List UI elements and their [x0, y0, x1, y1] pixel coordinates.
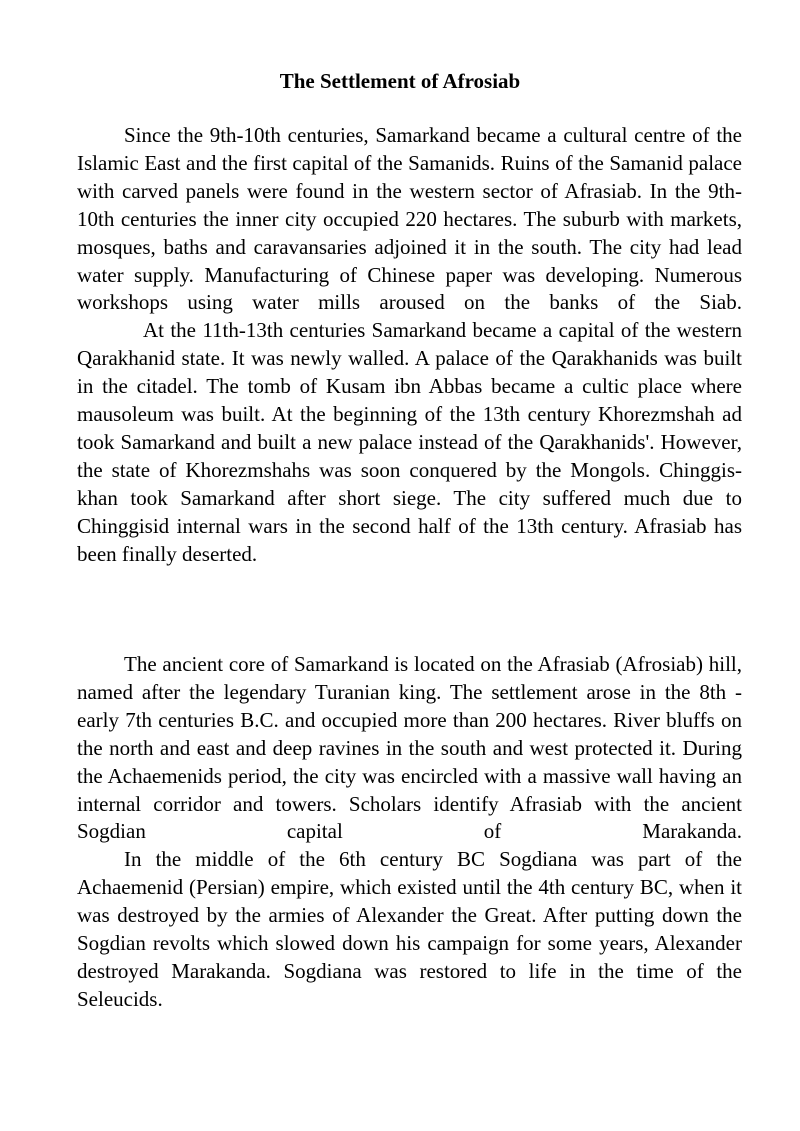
page-title: The Settlement of Afrosiab: [279, 69, 521, 93]
paragraph-achaemenid: In the middle of the 6th century BC Sogdiana was part of the Achaemenid (Persian) empire, which existed until the 4th century BC, when it was destroyed by the armies of Alexander the Great. After putting down the Sogdian revolts which slowed down his campaign for some years, Alexander destroyed Marakanda. Sogdiana was restored to life in the time of the Seleucids.: [77, 847, 742, 1011]
paragraph-ancient-core: The ancient core of Samarkand is located on the Afrasiab (Afrosiab) hill, named after the legendary Turanian king. The settlement arose in the 8th - early 7th centuries B.C. and occupied more than 200 hectares. River bluffs on the north and east and deep ravines in the south and west protected it. During the Achaemenids period, the city was encircled with a massive wall having an internal corridor and towers. Scholars identify Afrasiab with the ancient Sogdian capital of Marakanda.: [77, 652, 742, 844]
text-block-medieval: [77, 122, 742, 569]
paragraph-qarakhanids: At the 11th-13th centuries Samarkand became a capital of the western Qarakhanid state. It was newly walled. A palace of the Qarakhanids was built in the citadel. The tomb of Kusam ibn Abbas became a cultic place where mausoleum was built. At the beginning of the 13th century Khorezmshah ad took Samarkand and built a new palace instead of the Qarakhanids'. However, the state of Khorezmshahs was soon conquered by the Mongols. Chinggis-khan took Samarkand after short siege. The city suffered much due to Chinggisid internal wars in the second half of the 13th century. Afrasiab has been finally deserted.: [77, 318, 742, 566]
text-block-ancient: [77, 651, 742, 1014]
paragraph-samanids: Since the 9th-10th centuries, Samarkand became a cultural centre of the Islamic East and the first capital of the Samanids. Ruins of the Samanid palace with carved panels were found in the western sector of Afrasiab. In the 9th-10th centuries the inner city occupied 220 hectares. The suburb with markets, mosques, baths and caravansaries adjoined it in the south. The city had lead water supply. Manufacturing of Chinese paper was developing. Numerous workshops using water mills aroused on the banks of the Siab.: [77, 123, 742, 315]
